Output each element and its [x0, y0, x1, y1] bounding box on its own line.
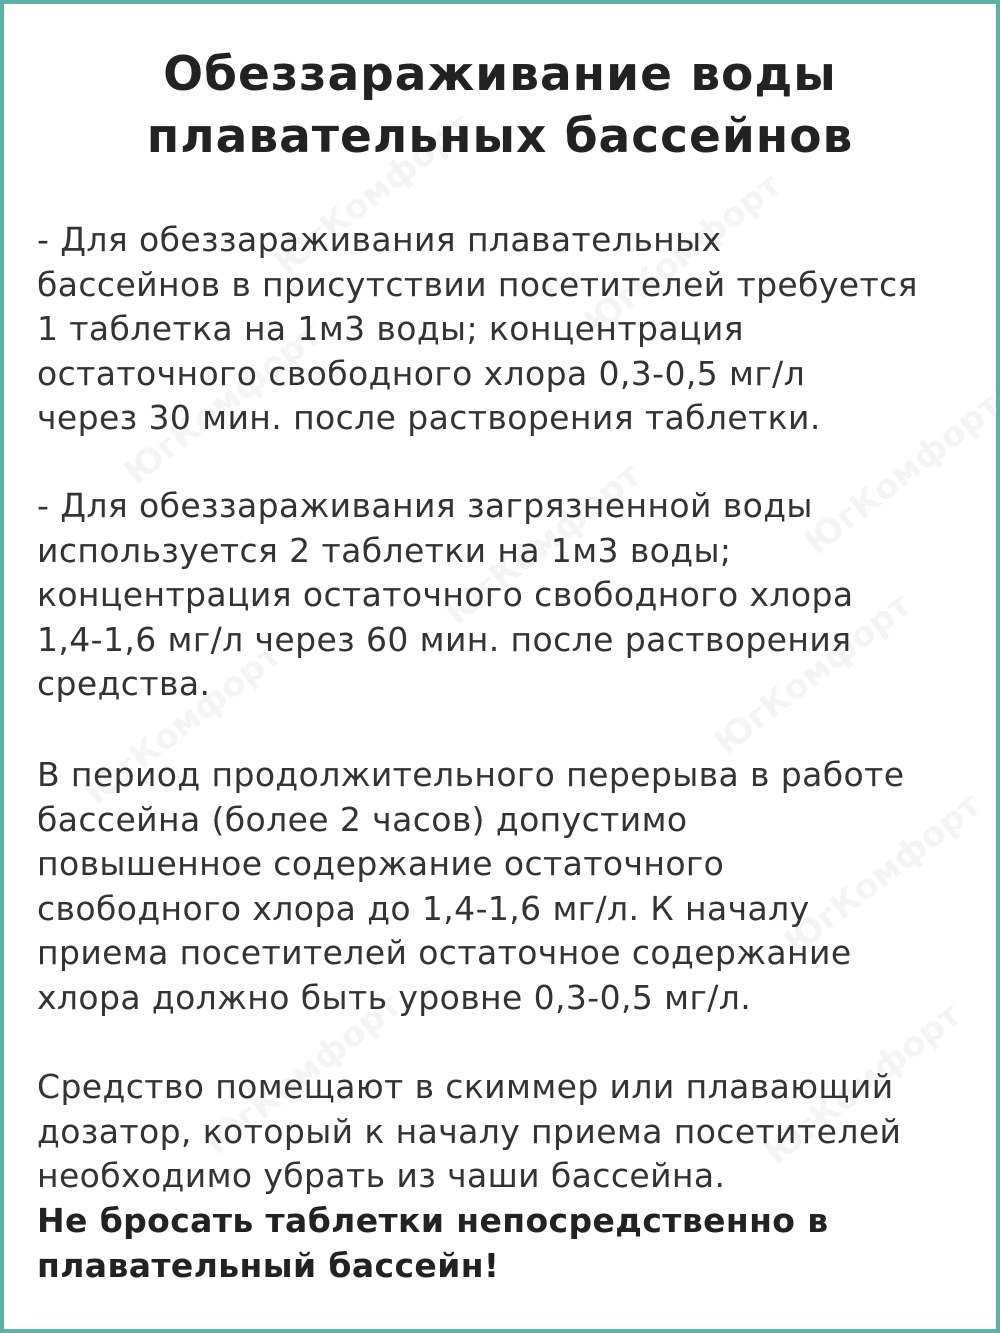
text-line: В период продолжительного перерыва в работе — [37, 755, 905, 794]
warning-line: Не бросать таблетки непосредственно в — [37, 1201, 829, 1240]
text-line: хлора должно быть уровне 0,3-0,5 мг/л. — [37, 977, 752, 1017]
text-line: Средство помещают в скиммер или плавающий — [37, 1067, 894, 1106]
text-line: используется 2 таблетки на 1м3 воды; — [37, 530, 732, 570]
text-line: повышенное содержание остаточного — [37, 844, 725, 883]
text-line: свободного хлора до 1,4-1,6 мг/л. К началу — [37, 888, 810, 928]
paragraph-break-period — [37, 753, 976, 1020]
page-title — [4, 44, 996, 168]
text-line: необходимо убрать из чаши бассейна. — [37, 1156, 726, 1195]
text-line: бассейна (более 2 часов) допустимо — [37, 799, 688, 839]
text-line: через 30 мин. после растворения таблетки. — [37, 398, 821, 437]
text-line: бассейнов в присутствии посетителей требуется — [37, 264, 918, 304]
paragraph-contaminated-water — [37, 484, 976, 707]
text-line: средства. — [37, 664, 211, 703]
text-line: - Для обеззараживания плавательных — [37, 220, 722, 259]
title-line: плавательных бассейнов — [146, 109, 854, 164]
text-line: остаточного свободного хлора 0,3-0,5 мг/л — [37, 353, 806, 393]
text-line: - Для обеззараживания загрязненной воды — [37, 486, 813, 525]
title-line: Обеззараживание воды — [163, 47, 837, 102]
text-line: 1 таблетка на 1м3 воды; концентрация — [37, 309, 744, 348]
text-line: концентрация остаточного свободного хлора — [37, 575, 854, 614]
text-line: приема посетителей остаточное содержание — [37, 933, 852, 972]
text-line: 1,4-1,6 мг/л через 60 мин. после растворения — [37, 619, 852, 659]
warning-text — [37, 1199, 976, 1288]
paragraph-skimmer — [37, 1065, 976, 1199]
text-line: дозатор, который к началу приема посетителей — [37, 1111, 902, 1151]
warning-line: плавательный бассейн! — [37, 1245, 500, 1285]
paragraph-visitors-dosage — [37, 218, 976, 441]
